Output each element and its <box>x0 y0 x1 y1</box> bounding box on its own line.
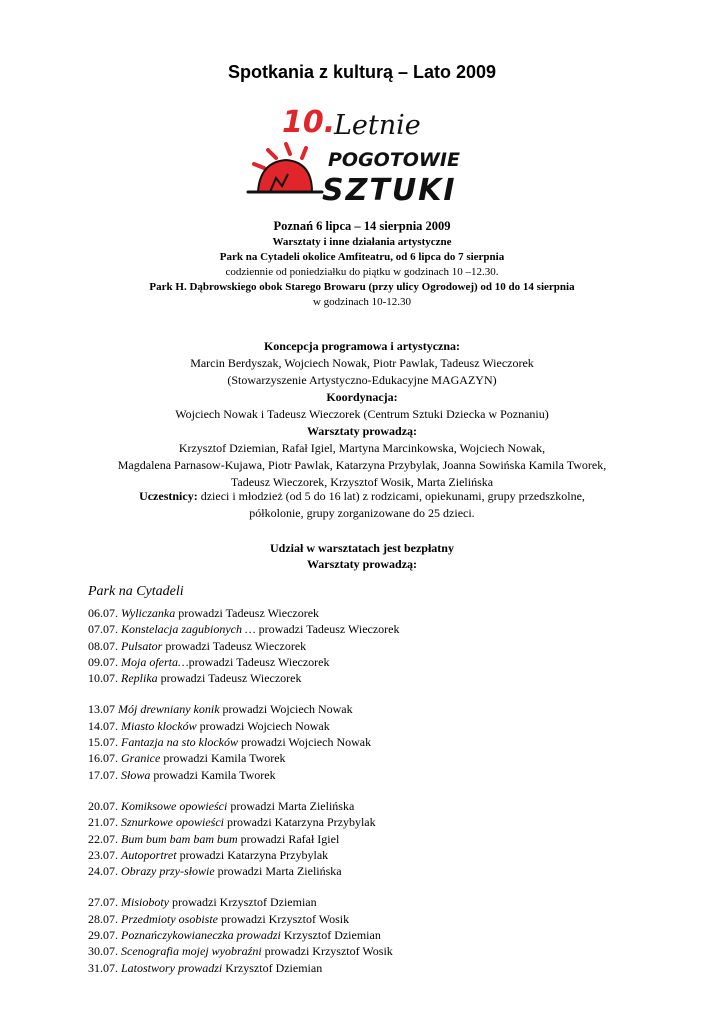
entry-leader: prowadzi Marta Zielińska <box>227 798 355 813</box>
schedule-entry <box>88 798 648 814</box>
schedule-entry <box>88 943 648 959</box>
schedule-entry <box>88 927 648 943</box>
schedule-entry <box>88 894 648 910</box>
event-info <box>40 218 684 310</box>
entry-leader: prowadzi Katarzyna Przybylak <box>176 847 329 862</box>
logo-line-3: SZTUKI <box>322 173 457 208</box>
schedule-entry <box>88 638 648 654</box>
entry-leader: prowadzi Rafał Igiel <box>237 831 340 846</box>
entry-title: Replika <box>121 671 158 686</box>
location-1-hours: codziennie od poniedziałku do piątku w godzinach 10 –12.30. <box>225 266 499 278</box>
location-2-hours: w godzinach 10-12.30 <box>312 296 412 308</box>
credits-section <box>40 338 684 491</box>
leaders-line-3: Tadeusz Wieczorek, Krzysztof Wosik, Marta Zielińska <box>230 475 494 489</box>
entry-title: Moja oferta… <box>121 654 189 669</box>
participants-label: Uczestnicy: <box>139 489 198 503</box>
entry-title: Wyliczanka <box>121 606 176 620</box>
entry-date: 20.07. <box>88 798 118 813</box>
entry-title: Granice <box>121 751 161 766</box>
entry-title: Sznurkowe opowieści <box>121 815 224 830</box>
entry-title: Scenografia mojej wyobraźni <box>121 944 262 959</box>
schedule-entry <box>88 670 648 686</box>
entry-date: 22.07. <box>88 831 118 846</box>
schedule-entry <box>88 734 648 750</box>
entry-leader: prowadzi Wojciech Nowak <box>238 735 372 750</box>
entry-date: 28.07. <box>88 911 118 926</box>
entry-title: Fantazja na sto klocków <box>121 735 238 750</box>
entry-date: 09.07. <box>88 654 118 669</box>
schedule-entry <box>88 960 648 976</box>
entry-leader: prowadzi Krzysztof Wosik <box>218 911 350 926</box>
schedule-entry <box>88 847 648 863</box>
entry-title: Obrazy przy-słowie <box>121 864 215 879</box>
entry-title: Komiksowe opowieści <box>121 798 228 813</box>
participants-text-2: półkolonie, grupy zorganizowane do 25 dzieci. <box>249 506 475 520</box>
entry-leader: prowadzi Tadeusz Wieczorek <box>162 638 307 653</box>
entry-date: 24.07. <box>88 864 118 879</box>
schedule-entry <box>88 654 648 670</box>
entry-leader: Krzysztof Dziemian <box>222 960 323 975</box>
schedule-week <box>88 894 648 975</box>
entry-leader: prowadzi Tadeusz Wieczorek <box>188 654 330 669</box>
event-dates: Poznań 6 lipca – 14 sierpnia 2009 <box>273 219 451 233</box>
location-1: Park na Cytadeli okolice Amfiteatru, od 6 lipca do 7 sierpnia <box>219 251 505 263</box>
location-2: Park H. Dąbrowskiego obok Starego Browaru (przy ulicy Ogrodowej) od 10 do 14 sierpnia <box>149 281 575 293</box>
entry-title: Poznańczykowianeczka prowadzi <box>121 928 281 943</box>
entry-leader: prowadzi Katarzyna Przybylak <box>224 815 376 830</box>
schedule-entry <box>88 718 648 734</box>
schedule-heading: Park na Cytadeli <box>88 584 184 599</box>
entry-date: 13.07 <box>88 702 115 717</box>
entry-title: Konstelacja zagubionych … <box>121 622 256 637</box>
leaders-line-1: Krzysztof Dziemian, Rafał Igiel, Martyna Marcinkowska, Wojciech Nowak, <box>178 441 546 455</box>
entry-date: 21.07. <box>88 815 118 830</box>
page-title: Spotkania z kulturą – Lato 2009 <box>227 62 497 82</box>
schedule-entry <box>88 767 648 783</box>
schedule-week <box>88 605 648 686</box>
event-subtitle: Warsztaty i inne działania artystyczne <box>272 236 452 248</box>
schedule-entry <box>88 814 648 830</box>
entry-title: Pulsator <box>121 638 163 653</box>
logo-line-1: Letnie <box>334 110 421 141</box>
entry-date: 08.07. <box>88 638 118 653</box>
free-notice: Udział w warsztatach jest bezpłatny <box>270 541 454 555</box>
entry-date: 17.07. <box>88 767 118 782</box>
schedule-week <box>88 798 648 879</box>
schedule-entry <box>88 750 648 766</box>
participants-line-1 <box>40 488 684 505</box>
entry-leader: prowadzi Krzysztof Wosik <box>261 944 393 959</box>
participants-text-1: dzieci i młodzież (od 5 do 16 lat) z rodzicami, opiekunami, grupy przedszkolne, <box>200 489 585 503</box>
entry-date: 14.07. <box>88 718 118 733</box>
entry-leader: prowadzi Tadeusz Wieczorek <box>175 606 320 620</box>
entry-date: 06.07. <box>88 606 118 620</box>
entry-date: 15.07. <box>88 735 118 750</box>
festival-logo <box>238 100 474 210</box>
entry-leader: Krzysztof Dziemian <box>280 928 381 943</box>
coordination-label: Koordynacja: <box>326 390 398 404</box>
entry-title: Misioboty <box>121 895 169 910</box>
notice-section <box>40 540 684 572</box>
entry-date: 31.07. <box>88 960 118 975</box>
schedule-entry <box>88 911 648 927</box>
concept-org: (Stowarzyszenie Artystyczno-Edukacyjne MAGAZYN) <box>227 373 497 387</box>
concept-names: Marcin Berdyszak, Wojciech Nowak, Piotr Pawlak, Tadeusz Wieczorek <box>190 356 534 370</box>
sun-burst-icon <box>248 144 322 192</box>
entry-date: 29.07. <box>88 928 118 943</box>
schedule-entry <box>88 701 648 717</box>
concept-label: Koncepcja programowa i artystyczna: <box>263 339 461 353</box>
entry-date: 10.07. <box>88 671 118 686</box>
entry-title: Autoportret <box>121 847 177 862</box>
entry-title: Bum bum bam bam bum <box>121 831 238 846</box>
entry-leader: prowadzi Tadeusz Wieczorek <box>157 671 302 686</box>
schedule-entry <box>88 621 648 637</box>
leaders-line-2: Magdalena Parnasow-Kujawa, Piotr Pawlak, Katarzyna Przybylak, Joanna Sowińska Kamila Tworek, <box>117 458 607 472</box>
entry-leader: prowadzi Wojciech Nowak <box>196 718 330 733</box>
workshop-leaders-heading: Warsztaty prowadzą: <box>306 557 418 571</box>
schedule <box>88 582 648 991</box>
leaders-label: Warsztaty prowadzą: <box>306 424 418 438</box>
schedule-entry <box>88 831 648 847</box>
entry-date: 23.07. <box>88 847 118 862</box>
entry-date: 16.07. <box>88 751 118 766</box>
entry-date: 27.07. <box>88 895 118 910</box>
schedule-entry <box>88 605 648 621</box>
entry-leader: prowadzi Tadeusz Wieczorek <box>255 622 400 637</box>
entry-title: Mój drewniany konik <box>118 702 220 717</box>
entry-leader: prowadzi Kamila Tworek <box>150 767 276 782</box>
entry-title: Słowa <box>121 767 151 782</box>
coordination-names: Wojciech Nowak i Tadeusz Wieczorek (Centrum Sztuki Dziecka w Poznaniu) <box>175 407 549 421</box>
participants-section <box>40 488 684 522</box>
schedule-groups <box>88 605 648 976</box>
entry-title: Miasto klocków <box>121 718 197 733</box>
entry-title: Latostwory prowadzi <box>121 960 223 975</box>
entry-date: 30.07. <box>88 944 118 959</box>
entry-leader: prowadzi Kamila Tworek <box>160 751 286 766</box>
schedule-week <box>88 701 648 782</box>
entry-title: Przedmioty osobiste <box>121 911 218 926</box>
entry-leader: prowadzi Wojciech Nowak <box>219 702 353 717</box>
entry-leader: prowadzi Krzysztof Dziemian <box>169 895 317 910</box>
logo-line-2: POGOTOWIE <box>328 149 460 171</box>
logo-number: 10. <box>282 105 336 140</box>
entry-date: 07.07. <box>88 622 118 637</box>
schedule-entry <box>88 863 648 879</box>
entry-leader: prowadzi Marta Zielińska <box>214 864 342 879</box>
